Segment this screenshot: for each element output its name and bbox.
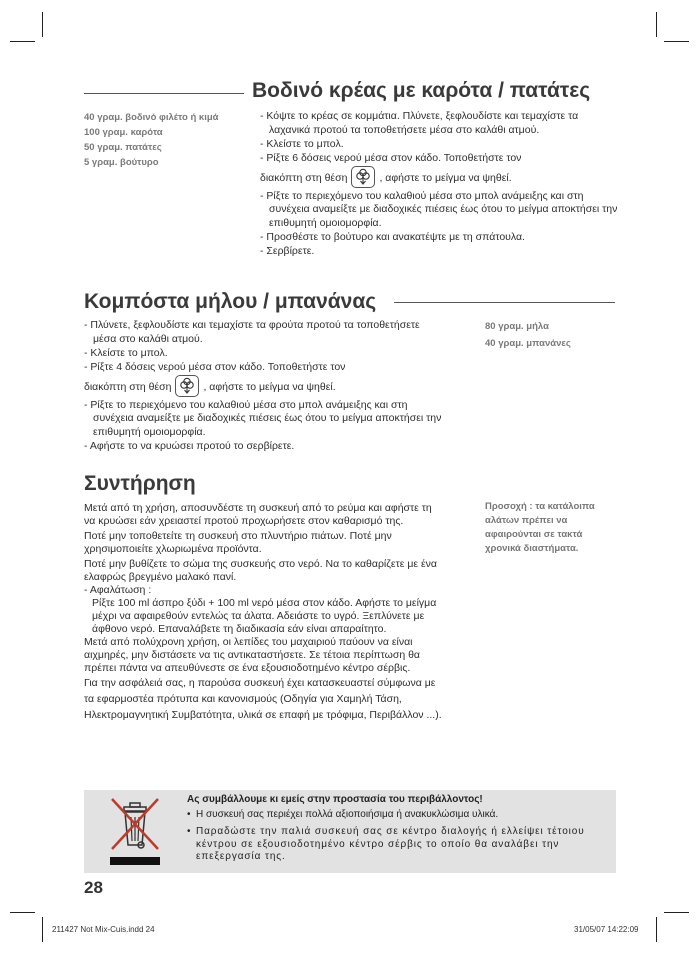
title-rule (84, 93, 244, 94)
footer-file: 211427 Not Mix-Cuis.indd 24 (52, 925, 155, 934)
steam-setting-icon (175, 375, 199, 397)
crop-mark (664, 912, 689, 913)
maintenance-body (84, 502, 444, 723)
recipe2-ingredients (485, 320, 615, 352)
step: - Αφήστε το να κρυώσει προτού το σερβίρετε. (84, 439, 295, 452)
page-number: 28 (84, 878, 103, 897)
step: - Ρίξτε το περιεχόμενο του καλαθιού μέσα στο μπολ ανάμειξης και στη συνέχεια αναμείξτε με διαδοχικές πιέσεις έως ότου το μείγμα αποκτήσει την επιθυμητή ομοιομορφία. (84, 398, 442, 438)
warning-note: Προσοχή : τα κατάλοιπα αλάτων πρέπει να αφαιρούνται σε τακτά χρονικά διαστήματα. (485, 501, 595, 554)
bullet-text: Παραδώστε την παλιά συσκευή σας σε κέντρο διαλογής ή ελλείψει τέτοιου κέντρου σε εξουσιοδοτημένο κέντρο σέρβις το οποίο θα αναλάβει την επεξεργασία της. (196, 826, 585, 862)
recipe1-ingredients (84, 111, 229, 171)
ingredient: 40 γραμ. μπανάνες (485, 338, 571, 349)
crop-mark (664, 41, 689, 42)
recipe2-steps (84, 319, 444, 454)
paragraph: Μετά από πολύχρονη χρήση, οι λεπίδες του μαχαιριού παύουν να είναι αιχμηρές, μην διστάσετε να τις αντικαταστήσετε. Σε τέτοια περίπτωση θα πρέπει πάντα να απευθύνεστε σε ένα εξουσιοδοτημένο κέντρο σέρβις. (84, 636, 420, 674)
crop-mark (42, 917, 43, 942)
crop-mark (42, 12, 43, 37)
step-with-icon (260, 167, 620, 189)
steam-setting-icon (351, 166, 375, 188)
paragraph: Για την ασφάλειά σας, η παρούσα συσκευή έχει κατασκευαστεί σύμφωνα με τα εφαρμοστέα πρότυπα και κανονισμούς (Οδηγία για Χαμηλή Τάση, Ηλεκτρομαγνητική Συμβατότητα, υλικά σε επαφή με τρόφιμα, Περιβάλλον ...). (84, 677, 442, 721)
step: - Ρίξτε 4 δόσεις νερού μέσα στον κάδο. Τοποθετήστε τον (84, 360, 346, 373)
step: - Κόψτε το κρέας σε κομμάτια. Πλύνετε, ξεφλουδίστε και τεμαχίστε τα λαχανικά προτού τα τοποθετήσετε μέσα στο καλάθι ατμού. (260, 110, 579, 136)
paragraph: Ποτέ μην βυθίζετε το σώμα της συσκευής στο νερό. Να το καθαρίζετε με ένα ελαφρώς βρεγμένο μαλακό πανί. (84, 558, 437, 583)
environment-box (84, 790, 616, 873)
ingredient: 80 γραμ. μήλα (485, 321, 549, 332)
bullet-text: Η συσκευή σας περιέχει πολλά αξιοποιήσιμα ή ανακυκλώσιμα υλικά. (196, 809, 499, 820)
step: - Κλείστε το μπολ. (260, 137, 344, 150)
step: - Ρίξτε 6 δόσεις νερού μέσα στον κάδο. Τοποθετήστε τον (260, 151, 522, 164)
paragraph: Μετά από τη χρήση, αποσυνδέστε τη συσκευή από το ρεύμα και αφήστε τη να κρυώσει εάν χρειαστεί προτού προχωρήσετε στον καθαρισμό της. (84, 502, 432, 527)
step: - Σερβίρετε. (260, 244, 315, 257)
footer-date: 31/05/07 14:22:09 (574, 925, 639, 934)
step-text: διακόπτη στη θέση (84, 380, 172, 393)
title-rule (394, 302, 615, 303)
paragraph: Ποτέ μην τοποθετείτε τη συσκευή στο πλυντήριο πιάτων. Ποτέ μην χρησιμοποιείτε χλωριωμένα προϊόντα. (84, 530, 392, 555)
step-text: , αφήστε το μείγμα να ψηθεί. (203, 380, 336, 393)
environment-bullet (187, 809, 599, 822)
step-text: , αφήστε το μείγμα να ψηθεί. (379, 171, 512, 184)
step-with-icon (84, 376, 444, 398)
bullet-dot: • (187, 809, 191, 820)
ingredient: 100 γραμ. καρότα (84, 127, 163, 138)
recipe1-steps (260, 110, 620, 259)
recipe2-title: Κομπόστα μήλου / μπανάνας (84, 290, 377, 313)
step: - Κλείστε το μπολ. (84, 346, 168, 359)
ingredient: 40 γραμ. βοδινό φιλέτο ή κιμά (84, 112, 219, 123)
crop-mark (656, 12, 657, 37)
crop-mark (10, 912, 35, 913)
maintenance-title: Συντήρηση (84, 472, 196, 495)
environment-bullet (187, 826, 599, 864)
step: - Προσθέστε το βούτυρο και ανακατέψτε με τη σπάτουλα. (260, 230, 525, 243)
paragraph: - Αφαλάτωση : (84, 584, 152, 596)
step: - Πλύνετε, ξεφλουδίστε και τεμαχίστε τα φρούτα προτού τα τοποθετήσετε μέσα στο καλάθι ατμού. (84, 319, 420, 345)
step-text: διακόπτη στη θέση (260, 171, 348, 184)
environment-title: Ας συμβάλλουμε κι εμείς στην προστασία του περιβάλλοντος! (187, 794, 483, 805)
crossed-out-wheelie-bin-icon (104, 795, 166, 869)
recipe1-title: Βοδινό κρέας με καρότα / πατάτες (252, 79, 591, 102)
paragraph: Ρίξτε 100 ml άσπρο ξύδι + 100 ml νερό μέσα στον κάδο. Αφήστε το μείγμα μέχρι να αφαιρεθούν εντελώς τα άλατα. Αδειάστε το υγρό. Ξεπλύνετε με άφθονο νερό. Επαναλάβετε τη διαδικασία εάν είναι απαραίτητο. (92, 597, 437, 635)
step: - Ρίξτε το περιεχόμενο του καλαθιού μέσα στο μπολ ανάμειξης και στη συνέχεια αναμείξτε με διαδοχικές πιέσεις έως ότου το μείγμα αποκτήσει την επιθυμητή ομοιομορφία. (260, 189, 618, 229)
crop-mark (10, 41, 35, 42)
crop-mark (656, 917, 657, 942)
ingredient: 50 γραμ. πατάτες (84, 142, 162, 153)
ingredient: 5 γραμ. βούτυρο (84, 157, 159, 168)
bullet-dot: • (187, 826, 192, 837)
